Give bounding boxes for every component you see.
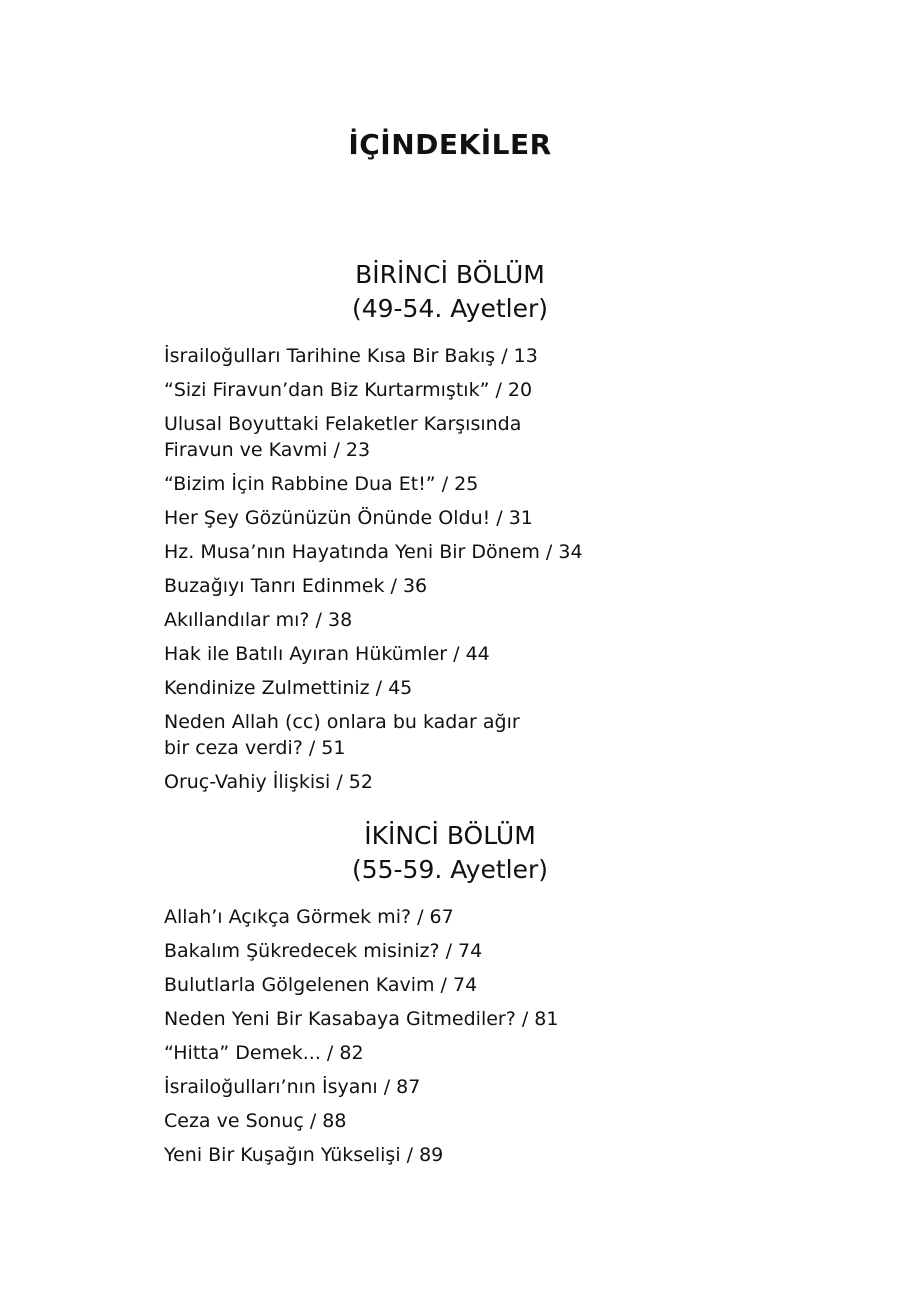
toc-list-ikinci (164, 904, 584, 1176)
toc-entry-line: Allah’ı Açıkça Görmek mi? / 67 (164, 906, 454, 928)
toc-entry-line: “Sizi Firavun’dan Biz Kurtarmıştık” / 20 (164, 379, 533, 401)
section-title: İKİNCİ BÖLÜM (364, 821, 536, 850)
toc-entry (164, 675, 584, 701)
section-verse-range: (55-59. Ayetler) (351, 855, 549, 884)
toc-entry (164, 641, 584, 667)
toc-entry-line: “Hitta” Demek... / 82 (164, 1042, 364, 1064)
toc-entry (164, 411, 584, 463)
toc-entry-line: Oruç-Vahiy İlişkisi / 52 (164, 771, 373, 793)
toc-entry (164, 709, 584, 761)
toc-entry (164, 904, 584, 930)
toc-entry (164, 769, 584, 795)
toc-entry-line: Hak ile Batılı Ayıran Hükümler / 44 (164, 643, 490, 665)
section-title: BİRİNCİ BÖLÜM (355, 260, 545, 289)
toc-list-birinci (164, 343, 584, 803)
toc-entry (164, 343, 584, 369)
toc-entry-line: bir ceza verdi? / 51 (164, 737, 346, 759)
toc-entry-line: Her Şey Gözünüzün Önünde Oldu! / 31 (164, 507, 533, 529)
toc-entry-line: Kendinize Zulmettiniz / 45 (164, 677, 413, 699)
toc-entry-line: “Bizim İçin Rabbine Dua Et!” / 25 (164, 473, 479, 495)
toc-entry-line: Hz. Musa’nın Hayatında Yeni Bir Dönem / 34 (164, 541, 583, 563)
toc-entry-line: Neden Allah (cc) onlara bu kadar ağır (164, 711, 520, 733)
toc-entry (164, 1142, 584, 1168)
toc-entry (164, 1074, 584, 1100)
toc-entry (164, 573, 584, 599)
toc-entry (164, 1040, 584, 1066)
toc-entry (164, 972, 584, 998)
section-heading-birinci (0, 258, 900, 326)
toc-entry (164, 471, 584, 497)
toc-entry-line: Ceza ve Sonuç / 88 (164, 1110, 347, 1132)
toc-entry (164, 938, 584, 964)
section-heading-ikinci (0, 819, 900, 887)
toc-entry-line: Bakalım Şükredecek misiniz? / 74 (164, 940, 483, 962)
page-title: İÇİNDEKİLER (348, 128, 552, 161)
toc-entry (164, 1108, 584, 1134)
toc-entry-line: İsrailoğulları Tarihine Kısa Bir Bakış / 13 (164, 345, 538, 367)
toc-entry-line: İsrailoğulları’nın İsyanı / 87 (164, 1076, 421, 1098)
toc-entry-line: Neden Yeni Bir Kasabaya Gitmediler? / 81 (164, 1008, 559, 1030)
toc-entry-line: Akıllandılar mı? / 38 (164, 609, 353, 631)
toc-entry (164, 1006, 584, 1032)
toc-entry (164, 377, 584, 403)
toc-entry-line: Ulusal Boyuttaki Felaketler Karşısında (164, 413, 522, 435)
toc-entry (164, 607, 584, 633)
toc-entry-line: Bulutlarla Gölgelenen Kavim / 74 (164, 974, 478, 996)
toc-entry (164, 539, 584, 565)
toc-entry (164, 505, 584, 531)
section-verse-range: (49-54. Ayetler) (351, 294, 549, 323)
toc-entry-line: Buzağıyı Tanrı Edinmek / 36 (164, 575, 428, 597)
toc-entry-line: Firavun ve Kavmi / 23 (164, 439, 371, 461)
toc-entry-line: Yeni Bir Kuşağın Yükselişi / 89 (164, 1144, 444, 1166)
